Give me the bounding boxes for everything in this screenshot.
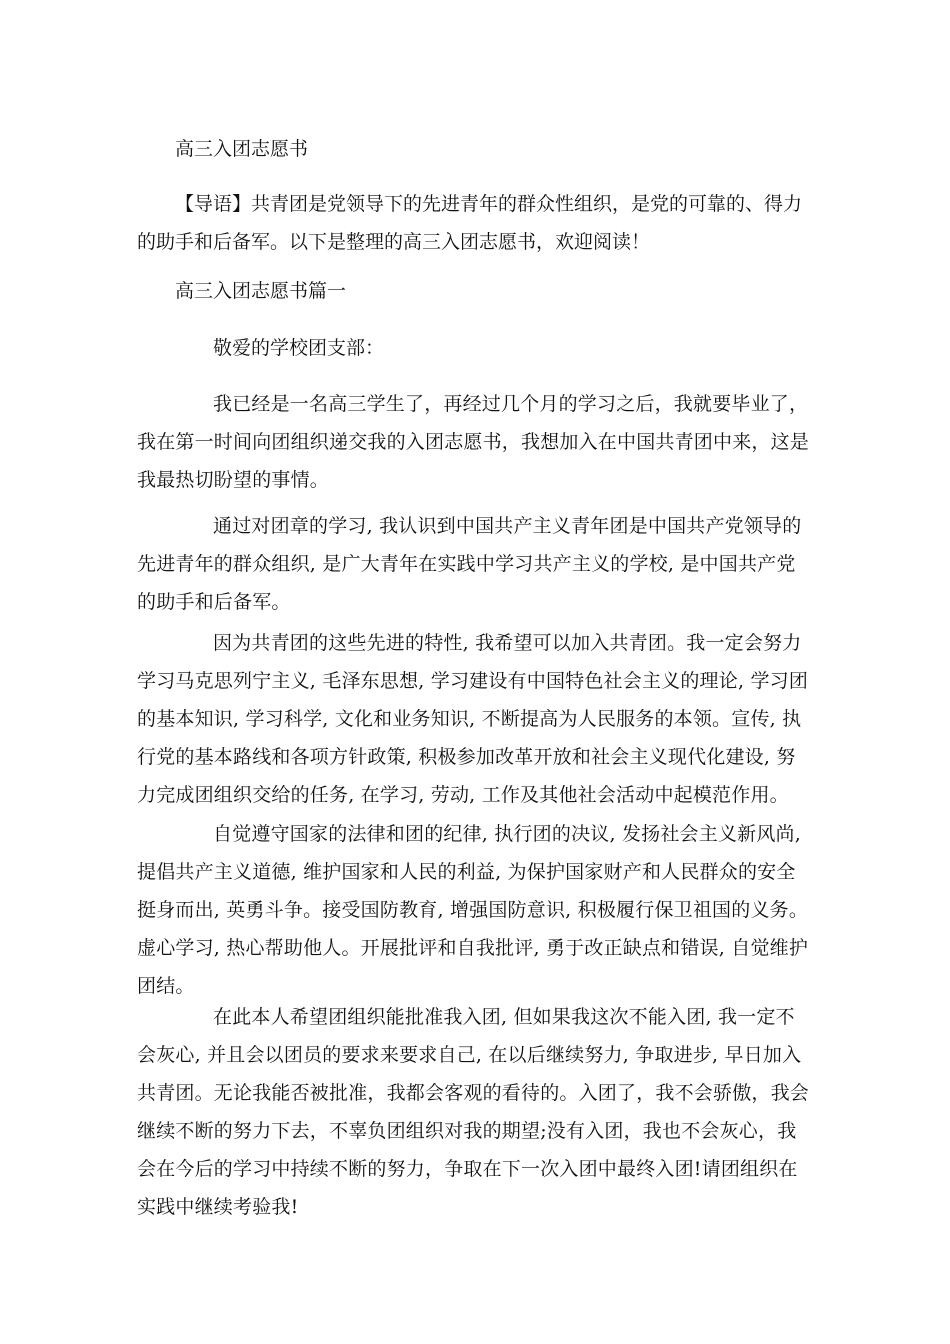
body-paragraph-2: 通过对团章的学习, 我认识到中国共产主义青年团是中国共产党领导的先进青年的群众组织, 是广大青年在实践中学习共产主义的学校, 是中国共产党的助手和后备军。 xyxy=(137,515,802,613)
intro-paragraph: 【导语】共青团是党领导下的先进青年的群众性组织，是党的可靠的、得力的助手和后备军。以下是整理的高三入团志愿书，欢迎阅读！ xyxy=(137,193,803,253)
body-paragraph-4: 自觉遵守国家的法律和团的纪律, 执行团的决议, 发扬社会主义新风尚, 提倡共产主义道德, 维护国家和人民的利益, 为保护国家财产和人民群众的安全挺身而出, 英勇斗争。接受国防教育, 增强国防意识, 积极履行保卫祖国的义务。虚心学习, 热心帮助他人。开展批评和自我批评, 勇于改正缺点和错误, 自觉维护团结。 xyxy=(137,823,809,997)
body-paragraph-1: 我已经是一名高三学生了，再经过几个月的学习之后，我就要毕业了，我在第一时间向团组织递交我的入团志愿书，我想加入在中国共青团中来，这是我最热切盼望的事情。 xyxy=(137,393,810,491)
section-title: 高三入团志愿书篇一 xyxy=(175,280,347,302)
body-paragraph-3: 因为共青团的这些先进的特性, 我希望可以加入共青团。我一定会努力学习马克思列宁主义, 毛泽东思想, 学习建设有中国特色社会主义的理论, 学习团的基本知识, 学习科学, 文化和业务知识, 不断提高为人民服务的本领。宣传, 执行党的基本路线和各项方针政策, 积极参加改革开放和社会主义现代化建设, 努力完成团组织交给的任务, 在学习, 劳动, 工作及其他社会活动中起模范作用。 xyxy=(137,632,809,806)
body-paragraph-5: 在此本人希望团组织能批准我入团, 但如果我这次不能入团, 我一定不会灰心, 并且会以团员的要求来要求自己, 在以后继续努力, 争取进步, 早日加入共青团。无论我能否被批准，我都会客观的看待的。入团了，我不会骄傲，我会继续不断的努力下去，不辜负团组织对我的期望;没有入团，我也不会灰心，我会在今后的学习中持续不断的努力，争取在下一次入团中最终入团!请团组织在实践中继续考验我! xyxy=(137,1006,810,1218)
salutation: 敬爱的学校团支部： xyxy=(213,337,385,359)
document-title: 高三入团志愿书 xyxy=(175,138,309,160)
